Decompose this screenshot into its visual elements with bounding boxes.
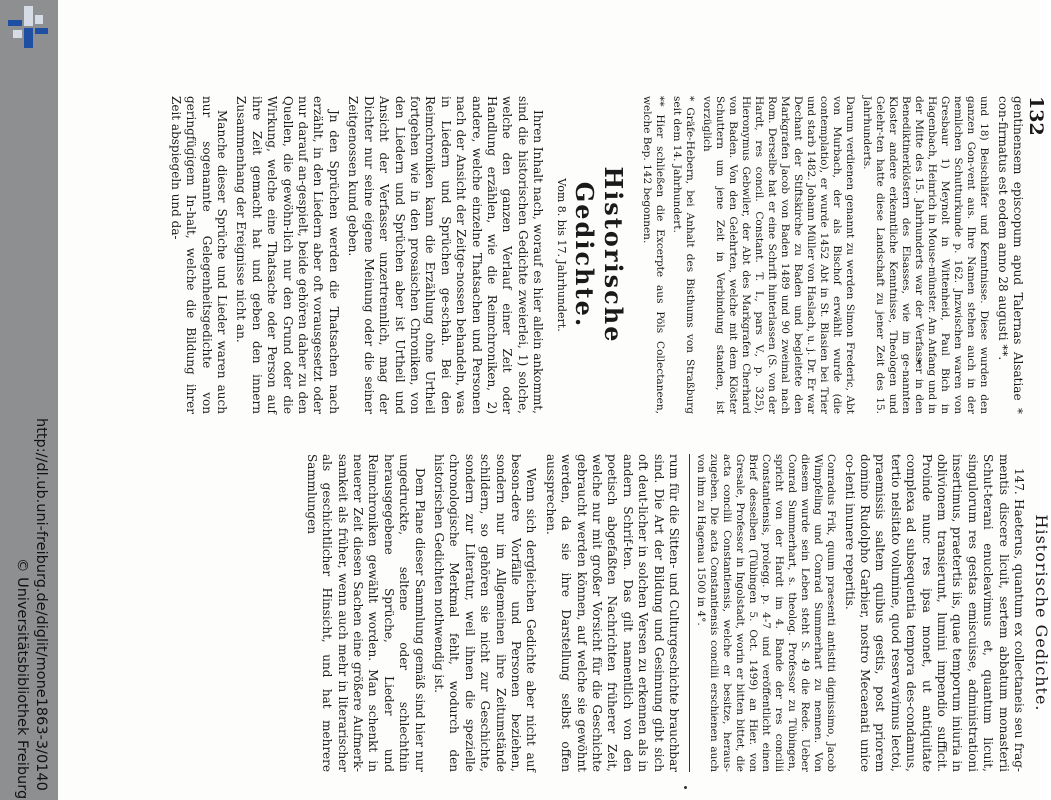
footnote: ** Hier schließen die Excerpte aus Pöls Collectaneen, welche Bep. 142 begonnen. xyxy=(641,96,667,414)
viewer-sidebar xyxy=(0,0,58,800)
right-column xyxy=(299,454,1051,772)
paragraph: Wenn sich dergleichen Gedichte aber nicht auf beson-dere Vorfälle und Personen beziehen, sondern nur im Allgemeinen ihre Zeitumstände schildern, so gehören sie nicht zur Geschichte, sondern zur Literatur, weil ihnen die spezielle chronologische Merkmal fehlt, wodurch den historischen Gedichten nothwendig ist. xyxy=(432,454,539,772)
paragraph: Jn den Sprüchen werden die Thatsachen nach erzählt, in den Liedern aber oft vorausgesetzt oder nur darauf an-gespielt, beide gehören daher zu den Quellen, die gewöhn-lich nur den Grund oder die Wirkung, welche eine Thatsache oder Person auf ihre Zeit gemacht hat und geben den innern Zusammenhang der Ereignisse nicht an. xyxy=(234,96,341,414)
page-number: 132 xyxy=(1025,96,1047,136)
running-head: Historische Gedichte. xyxy=(1032,514,1051,712)
paragraph: und 18) Beischläfer und Kenntnisse. Diese wurden den ganzen Gon-vent aus. Ihre Namen stehen auch in der nemlichen Schutturkunde p. 162. Jnzwischen waren von Gresbaur 1) Meynolt in Wittenheid, Paul Bich in Hagenbach, Heinrich in Mouse-münster. Am Anfang und in der Mitte des 15. Jahrhunderts war der Verfasser in den Benediktinerklöstern des Elsasses, wie im ge-nannten Kloster andere erkenntliche Kenntnisse, Theologen und Gelehr-ten hatte diese Landschaft zu jener Zeit des 15. Jahrhunderts. xyxy=(861,96,991,414)
section-subtitle: Vom 8. bis 17. Jahrhundert. xyxy=(555,178,569,332)
paragraph: Dem Plane dieser Sammlung gemäß sind hier nur ungedruckte, seltene oder schlechthin herausgegebene Sprüche, Lieder und Reimchroniken gewählt worden. Man schenkt in neuerer Zeit diesen Sachen eine größere Aufmerk-samkeit als früher, wenn auch mehr in literarischer als geschichtlicher Hinsicht, und hat mehrere Sammlungen xyxy=(304,454,427,772)
copyright-notice: © Universitätsbibliothek Freiburg xyxy=(14,558,30,800)
paragraph: gentinensem episcopum apud Talernas Alsatiae * con-firmatus est eodem anno 28 augusti **. xyxy=(995,96,1025,414)
divider xyxy=(689,454,690,772)
left-column xyxy=(163,96,1047,414)
paragraph: Darum verdienen genannt zu werden Simon Frederic, Abt von Murbach, der als Bischof erwählt wurde (die contemplatio), er wurde 1452 Abt in St. Blasien bei Trier und starb 1482. Johann Müller von Haslach, u. j. Dr. Er war Dechant der Stiftskirche zu Baden und begleitete den Markgrafen Jacob von Baden 1489 und 90 zweimal nach Rom. Derselbe hat er eine Schrift hinterlassen (S. von der Hardt, res concil. Constant. T. I., pars V., p. 325), Hieronymus Gebwiler, der Abt des Markgrafen Cherhard von Baden. Von den Gelehrten, welche mit dem Klöster Schuttern um jene Zeit in Verbindung standen, ist vorzüglich xyxy=(701,96,857,414)
university-library-logo-icon xyxy=(8,6,48,48)
footnote: Conradus Frik, quum praesenti antistiti dignissimo, Jacob Wimpfeling und Conrad Summerhart zu nennen. Von diesem wurde sein Leben steht S. 49 die Rede. Ueber Conrad Summerhart, s. theolog. Professor zu Tübingen, spricht von der Hardt im 4. Bande der res concilii Constantiensis, prolegg. p. 4-7 und veröffentlicht einen Brief desselben (Tübingen 5. Oct. 1499) an Hier. von Gresale, Professor in Ingolstadt, worin er bitten bittet, die acta concilii Constantiensis, welche er besitze, heraus-zugeben. Die acta Constantiensis concilii erschienen auch von ihm zu Hagenau 1500 in 4°. xyxy=(695,454,838,772)
rotated-page xyxy=(127,96,1051,796)
section-title: Historische Gedichte. xyxy=(570,166,629,344)
footnote: * Gräfe-Hebern, bei Anhalt des Bisthums von Straßburg seit dem 14. Jahrhundert. xyxy=(671,96,697,414)
paragraph: Ihren Inhalt nach, worauf es hier allein ankommt, sind die historischen Gedichte zweierlei, 1) solche, welche den ganzen Verlauf einer Zeit oder Handlung erzählen, wie die Reimchroniken, 2) andere, welche einzelne Thatsachen und Personen nach der Ansicht der Zeitge-nossen behandeln, was in Liedern und Sprüchen ge-schah. Bei den Reimchroniken kann die Erzählung ohne Urtheil fortgehen wie in den prosaischen Chroniken, von den Liedern und Sprüchen aber ist Urtheil und Ansicht der Verfasser unzertrennlich, mag der Dichter nur seine eigene Meinung oder die seiner Zeitgenossen kund geben. xyxy=(346,96,546,414)
paragraph: 147. Haeterus, quantum ex collectaneis seu frag-mentis discere licuit, sertem abbatum monasterii Schut-terani enucleavimus et, quantum licuit, singulorum res gestas emiscuisse, administrationi insertimus, praetertis iis, quae temporum iniuria in oblivionem transierunt, lumini impendio sufficit. Proinde nunc res ipsa monet, ut antiquitate complexa ad subsequentia tempora des-condamus, tertio nelsitato volumine, quod reservavimus lectoi, praemissis saltem quibus gestis, post priorem domino Rudolpho Garbier, nostro Mecaenati unice co-lenti inunere reperitis. xyxy=(842,454,1026,772)
paragraph: rum für die Sitten- und Culturgeschichte brauchbar sind. Die Art der Bildung und Gesinnung gibt sich oft deut-licher in solchen Versen zu erkennen als in andern Schrif-ten. Das gilt namentlich von den poetisch abgefaßten Nachrichten früherer Zeit, welche nur mit großer Vorsicht für die Geschichte gebraucht werden können, auf welche sie gewöhnt werden, da sie ihre Darstellung selbst offen aussprechen. xyxy=(543,454,682,772)
paragraph: Manche dieser Sprüche und Lieder waren auch nur sogenannte Gelegenheitsgedichte von geringfügigem In-halt, welche die Bildung ihrer Zeit abspiegeln und da- xyxy=(168,96,230,414)
source-url[interactable]: http://dl.ub.uni-freiburg.de/diglit/mone1863-3/0140 xyxy=(33,418,49,791)
scanned-page-image xyxy=(58,0,1051,800)
